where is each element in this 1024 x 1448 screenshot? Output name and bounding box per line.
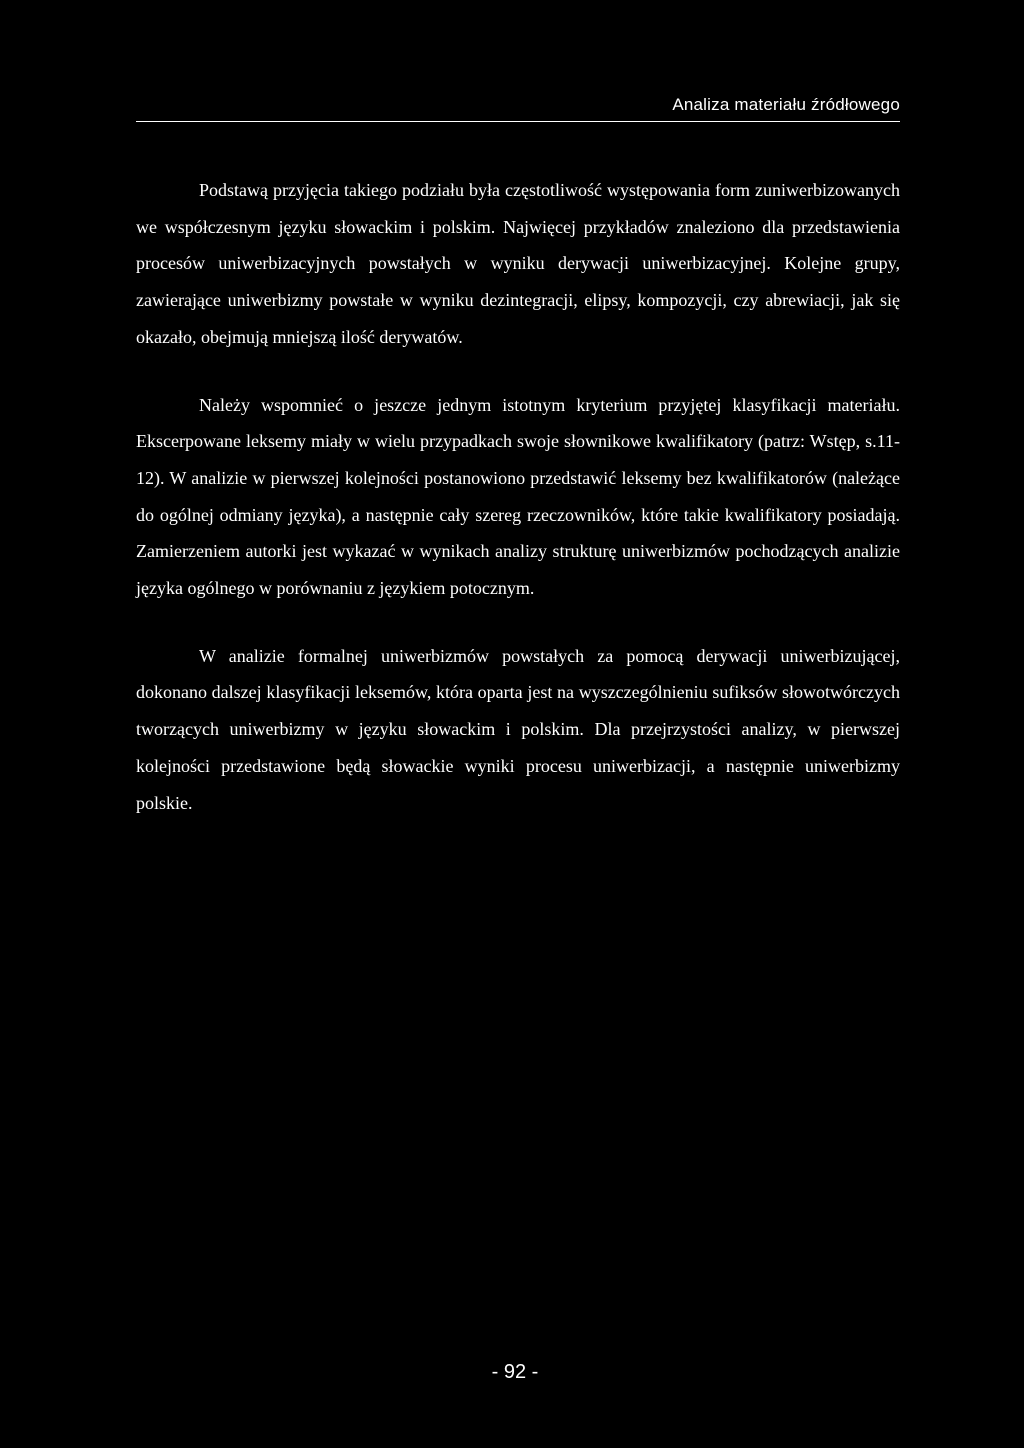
page-number: - 92 -	[491, 1361, 539, 1383]
running-header: Analiza materiału źródłowego	[672, 95, 900, 114]
paragraph-2: Należy wspomnieć o jeszcze jednym istotnym kryterium przyjętej klasyfikacji materiału. Ekscerpowane leksemy miały w wielu przypadkach swoje słownikowe kwalifikatory (patrz: Wstęp, s.11-12). W analizie w pierwszej kolejności postanowiono przedstawić leksemy bez kwalifikatorów (należące do ogólnej odmiany języka), a następnie cały szereg rzeczowników, które takie kwalifikatory posiadają. Zamierzeniem autorki jest wykazać w wynikach analizy strukturę uniwerbizmów pochodzących analizie języka ogólnego w porównaniu z językiem potocznym.	[136, 394, 900, 599]
header-rule	[136, 121, 900, 122]
body-text	[136, 172, 900, 821]
paragraph-1: Podstawą przyjęcia takiego podziału była częstotliwość występowania form zuniwerbizowanych we współczesnym języku słowackim i polskim. Najwięcej przykładów znaleziono dla przedstawienia procesów uniwerbizacyjnych powstałych w wyniku derywacji uniwerbizacyjnej. Kolejne grupy, zawierające uniwerbizmy powstałe w wyniku dezintegracji, elipsy, kompozycji, czy abrewiacji, jak się okazało, obejmują mniejszą ilość derywatów.	[136, 180, 900, 347]
paragraph-3: W analizie formalnej uniwerbizmów powstałych za pomocą derywacji uniwerbizującej, dokonano dalszej klasyfikacji leksemów, która oparta jest na wyszczególnieniu sufiksów słowotwórczych tworzących uniwerbizmy w języku słowackim i polskim. Dla przejrzystości analizy, w pierwszej kolejności przedstawione będą słowackie wyniki procesu uniwerbizacji, a następnie uniwerbizmy polskie.	[136, 645, 900, 813]
